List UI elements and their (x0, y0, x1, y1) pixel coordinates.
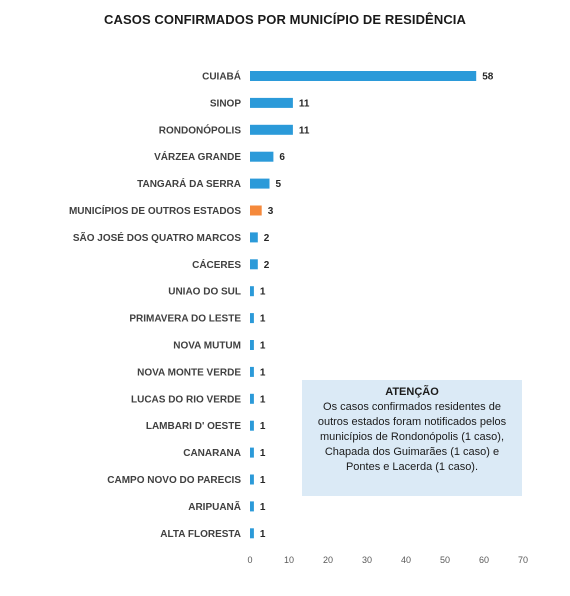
note-title: ATENÇÃO (385, 386, 439, 398)
bar (250, 206, 262, 216)
data-label: 58 (482, 71, 494, 83)
data-label: 6 (279, 152, 285, 164)
data-label: 1 (259, 448, 266, 460)
bar (250, 125, 293, 135)
bar (250, 394, 254, 404)
category-label: CÁCERES (192, 259, 241, 271)
x-tick-label: 70 (517, 555, 529, 565)
bar (250, 232, 258, 242)
category-label: PRIMAVERA DO LESTE (129, 313, 241, 325)
data-label: 11 (298, 98, 310, 110)
x-tick-label: 60 (478, 555, 490, 565)
category-label: NOVA MUTUM (173, 340, 241, 352)
bar (250, 448, 254, 458)
bar (250, 501, 254, 511)
category-label: CUIABÁ (202, 71, 241, 83)
data-label: 1 (259, 340, 266, 352)
data-label: 1 (259, 286, 266, 298)
category-label: VÁRZEA GRANDE (154, 152, 241, 164)
category-label: SÃO JOSÉ DOS QUATRO MARCOS (72, 232, 241, 244)
bar (250, 340, 254, 350)
x-tick-label: 30 (361, 555, 373, 565)
category-label: LAMBARI D' OESTE (145, 421, 241, 433)
note-line: outros estados foram notificados pelos (317, 416, 507, 428)
category-label: ALTA FLORESTA (160, 528, 241, 540)
category-label: ARIPUANÃ (188, 501, 241, 513)
note-line: Pontes e Lacerda (1 caso). (345, 461, 479, 473)
category-label: UNIAO DO SUL (168, 286, 241, 298)
data-label: 5 (275, 179, 282, 191)
bar (250, 313, 254, 323)
data-label: 3 (267, 206, 274, 217)
data-label: 2 (263, 232, 270, 244)
category-label: RONDONÓPOLIS (158, 125, 241, 137)
data-label: 2 (263, 259, 270, 271)
note-line: Os casos confirmados residentes de (323, 401, 501, 413)
bar (250, 286, 254, 296)
data-label: 1 (259, 367, 266, 379)
x-tick-label: 50 (439, 555, 451, 565)
data-label: 1 (259, 313, 266, 325)
bar (250, 367, 254, 377)
bar (250, 475, 254, 485)
data-label: 1 (259, 394, 266, 406)
chart-title: CASOS CONFIRMADOS POR MUNICÍPIO DE RESIDÊNCIA (103, 12, 467, 27)
bar (250, 98, 293, 108)
bar (250, 259, 258, 269)
category-label: CANARANA (183, 448, 241, 460)
data-label: 1 (259, 421, 266, 433)
x-tick-label: 20 (322, 555, 334, 565)
note-line: Chapada dos Guimarães (1 caso) e (324, 446, 500, 458)
data-label: 1 (259, 475, 266, 486)
x-tick-label: 10 (283, 555, 295, 565)
bar (250, 179, 270, 189)
attention-note-box (302, 380, 522, 496)
data-label: 1 (259, 501, 266, 513)
data-label: 11 (298, 125, 310, 137)
x-tick-label: 0 (247, 555, 253, 565)
category-label: MUNICÍPIOS DE OUTROS ESTADOS (68, 206, 241, 217)
bar (250, 71, 476, 81)
category-label: LUCAS DO RIO VERDE (130, 394, 241, 406)
note-line: municípios de Rondonópolis (1 caso), (319, 431, 505, 443)
category-label: SINOP (209, 98, 241, 110)
bar (250, 528, 254, 538)
category-label: NOVA MONTE VERDE (137, 367, 241, 379)
category-label: TANGARÁ DA SERRA (137, 179, 241, 191)
data-label: 1 (259, 528, 266, 540)
category-label: CAMPO NOVO DO PARECIS (107, 475, 241, 486)
x-tick-label: 40 (400, 555, 412, 565)
bar (250, 421, 254, 431)
bar (250, 152, 273, 162)
